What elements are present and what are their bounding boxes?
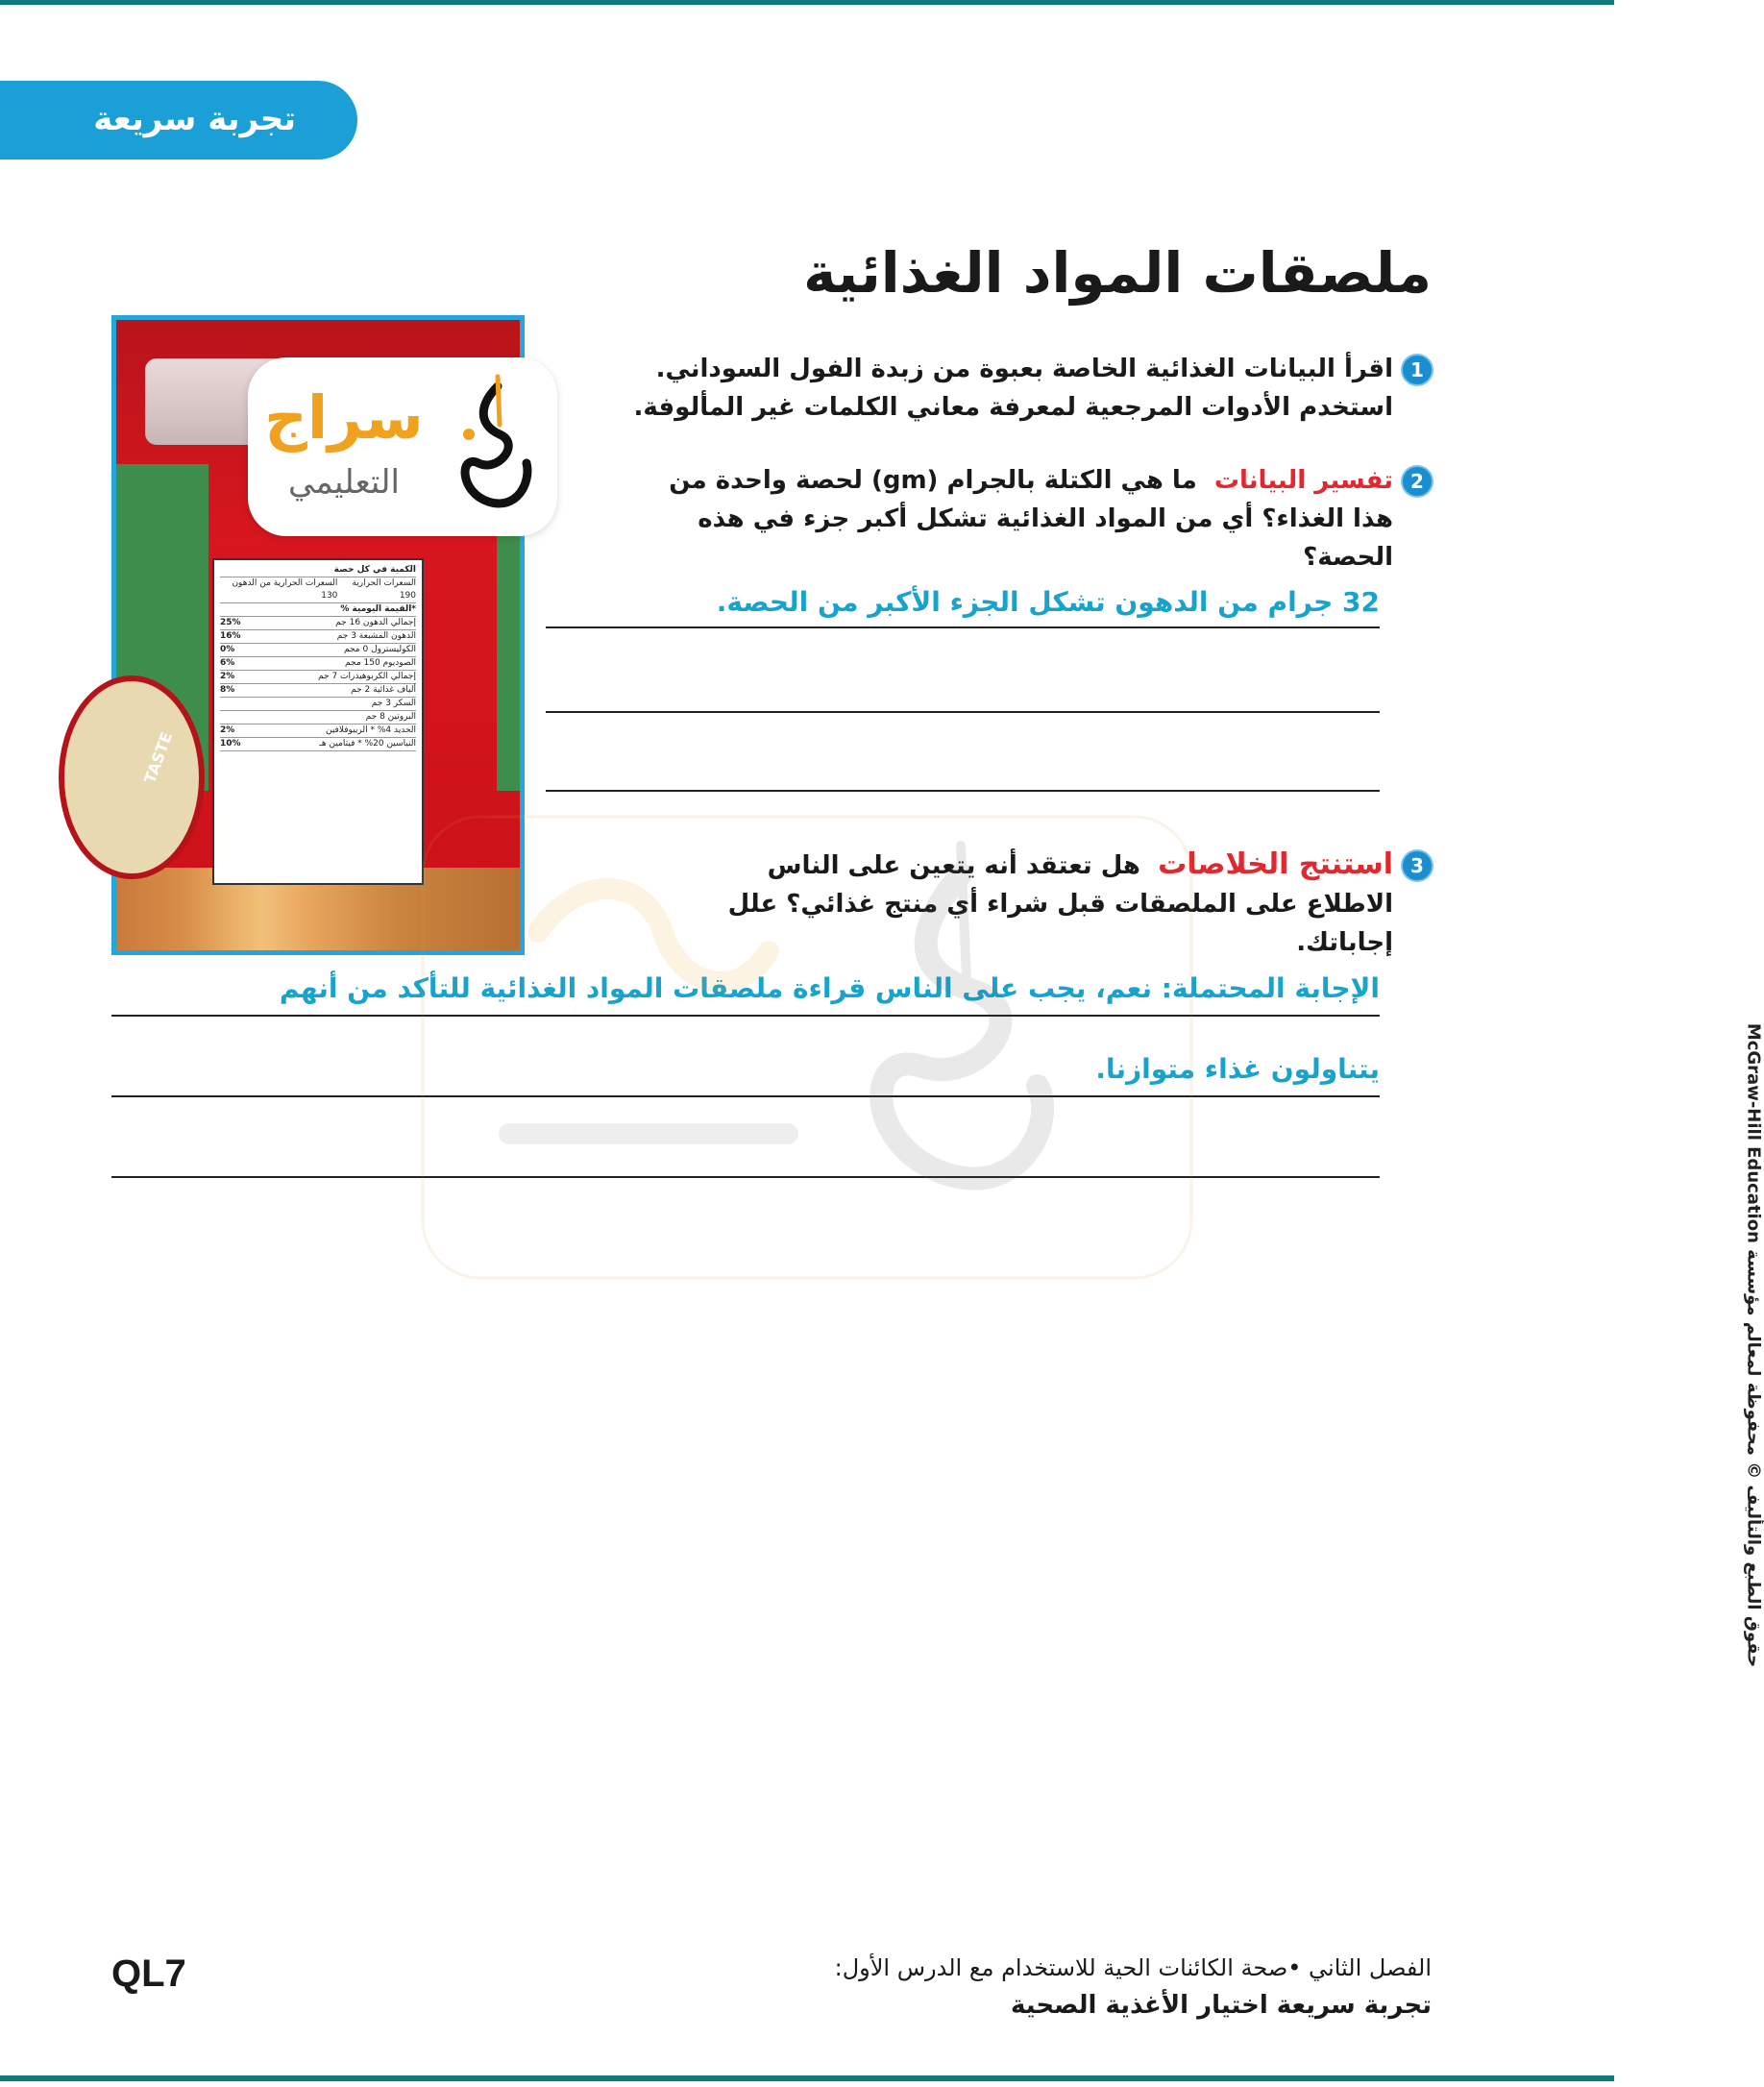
top-rule <box>0 0 1614 5</box>
label-row: الصوديوم 150 مجم 6% <box>220 657 416 671</box>
label-row: ألياف غذائية 2 جم 8% <box>220 684 416 698</box>
label-row: البروتين 8 جم <box>220 711 416 724</box>
label-row: إجمالي الكربوهيدرات 7 جم 2% <box>220 671 416 684</box>
label-row: الكمية في كل حصة <box>220 564 416 577</box>
logo-word-siraj: سراج <box>264 382 424 453</box>
answer-3-line1: الإجابة المحتملة: نعم، يجب على الناس قراءة ملصقات المواد الغذائية للتأكد من أنهم <box>279 972 1380 1004</box>
answer-line <box>546 626 1380 628</box>
answer-3-line2: يتناولون غذاء متوازنا. <box>1095 1053 1380 1085</box>
question-3-text: هل تعتقد أنه يتعين على الناس <box>767 851 1140 880</box>
question-3-line3: إجاباتك. <box>1296 928 1393 957</box>
label-row: *القيمة اليومية % <box>220 603 416 617</box>
question-2-lead: تفسير البيانات <box>1213 466 1393 495</box>
label-row: الدهون المشبعة 3 جم 16% <box>220 630 416 644</box>
label-row: إجمالي الدهون 16 جم 25% <box>220 617 416 630</box>
bottom-rule <box>0 2075 1614 2081</box>
copyright-credit: حقوق الطبع والتأليف © محفوظة لمعالم مؤسسة McGraw-Hill Education <box>1743 1022 1764 1668</box>
question-number-1: 1 <box>1401 354 1433 386</box>
answer-line <box>546 711 1380 713</box>
question-number-3: 3 <box>1401 849 1433 882</box>
question-2-text: ما هي الكتلة بالجرام (gm) لحصة واحدة من <box>669 466 1197 495</box>
section-tab <box>0 81 357 160</box>
question-1-line1: اقرأ البيانات الغذائية الخاصة بعبوة من زبدة الفول السوداني. <box>655 355 1393 383</box>
footer-chapter: الفصل الثاني •صحة الكائنات الحية للاستخدام مع الدرس الأول: <box>834 1954 1432 1981</box>
label-row: الحديد 4% * الريبوفلافين 2% <box>220 724 416 738</box>
question-3-line2: الاطلاع على الملصقات قبل شراء أي منتج غذائي؟ علل <box>727 890 1393 919</box>
answer-2: 32 جرام من الدهون تشكل الجزء الأكبر من الحصة. <box>716 586 1380 618</box>
label-row: السعرات الحرارية 190 السعرات الحرارية من الدهون 130 <box>220 577 416 603</box>
label-row: النياسين 20% * فيتامين هـ 10% <box>220 738 416 751</box>
jar-brand-text: TASTE <box>140 729 177 786</box>
question-1 <box>634 350 1393 427</box>
footer-subtitle: تجربة سريعة اختيار الأغذية الصحية <box>1011 1991 1432 2020</box>
question-1-line2: استخدم الأدوات المرجعية لمعرفة معاني الكلمات غير المألوفة. <box>633 393 1393 422</box>
page-title: ملصقات المواد الغذائية <box>803 240 1432 306</box>
question-2-line3: الحصة؟ <box>1303 543 1393 572</box>
siraj-watermark-icon <box>423 817 1191 1278</box>
label-row: الكوليسترول 0 مجم 0% <box>220 644 416 657</box>
siraj-logo <box>248 357 557 536</box>
section-tab-label: تجربة سريعة <box>93 100 296 138</box>
calligraphy-icon <box>440 367 546 527</box>
nutrition-facts-label <box>212 558 424 885</box>
logo-word-educational: التعليمي <box>288 463 400 502</box>
question-3-lead: استنتج الخلاصات <box>1158 847 1393 881</box>
brand-seal <box>59 675 205 879</box>
page-code: QL7 <box>111 1952 186 1995</box>
question-2-line2: هذا الغذاء؟ أي من المواد الغذائية تشكل أكبر جزء في هذه <box>698 504 1393 533</box>
question-number-2: 2 <box>1401 465 1433 498</box>
answer-line <box>546 790 1380 792</box>
label-row: السكر 3 جم <box>220 698 416 711</box>
question-2 <box>669 461 1393 577</box>
question-2-line1 <box>669 461 1393 500</box>
